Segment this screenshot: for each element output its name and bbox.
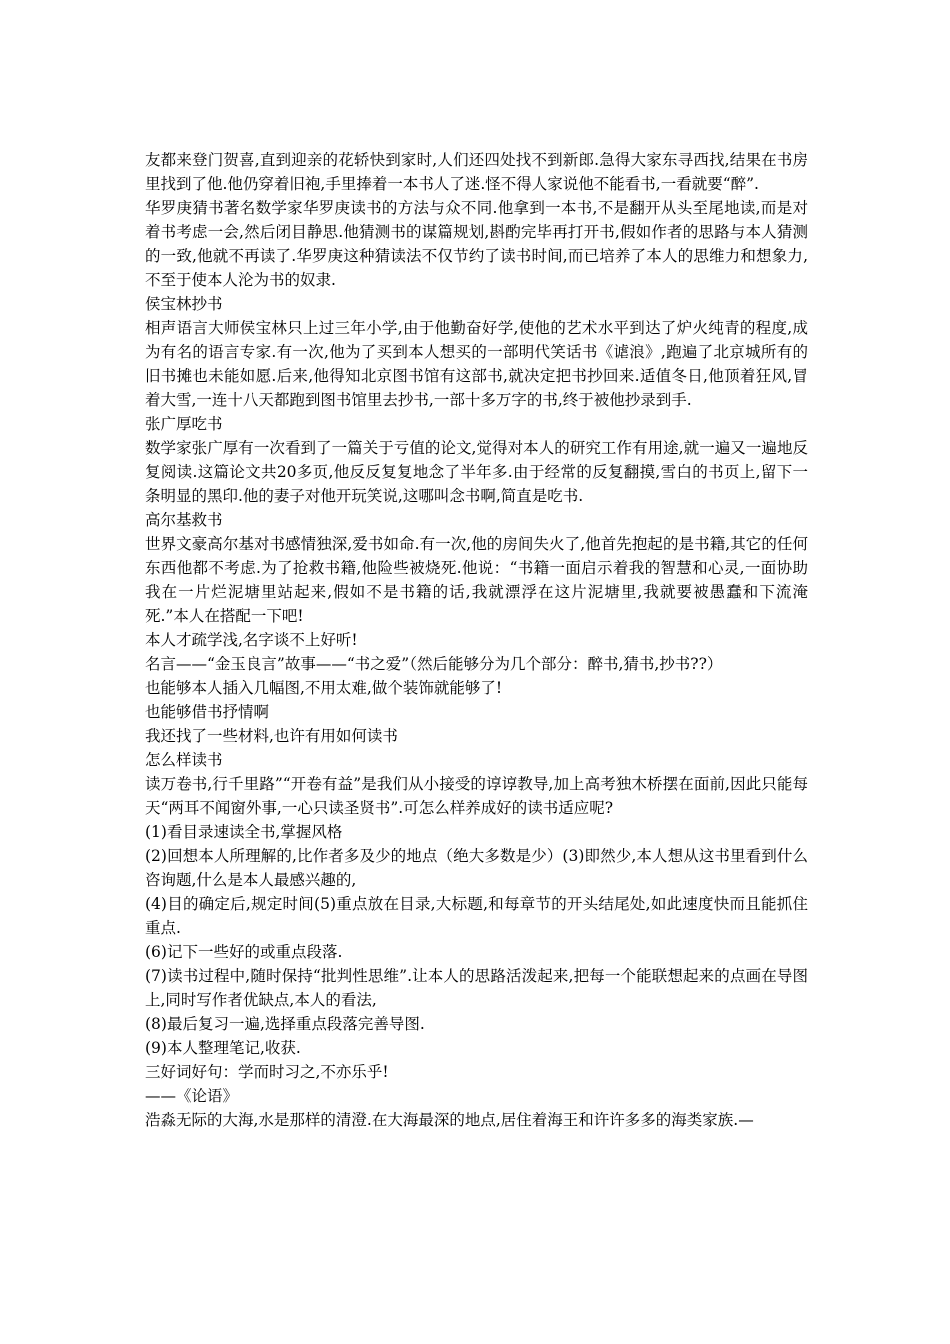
paragraph-sea: 浩淼无际的大海,水是那样的清澄.在大海最深的地点,居住着海王和许许多多的海类家族.— [145,1111,754,1129]
list-item-2-3: (2)回想本人所理解的,比作者多及少的地点（绝大多数是少）(3)即然少,本人想从这书里看到什么咨询题,什么是本人最感兴趣的, [145,847,808,889]
paragraph-name-note: 本人才疏学浅,名字谈不上好听! [145,631,358,649]
paragraph-hua-luogeng: 华罗庚猜书著名数学家华罗庚读书的方法与众不同.他拿到一本书,不是翻开从头至尾地读,而是对着书考虑一会,然后闭目静思.他猜测书的谋篇规划,斟酌完毕再打开书,假如作者的思路与本人猜测的一致,他就不再读了.华罗庚这种猜读法不仅节约了读书时间,而已培养了本人的思维力和想象力,不至于使本人沦为书的奴隶. [145,199,808,289]
paragraph-quotes-outline: 名言——“金玉良言”故事——“书之爱”（然后能够分为几个部分：醉书,猜书,抄书??） [145,655,723,673]
paragraph-zhang-guanghou: 数学家张广厚有一次看到了一篇关于亏值的论文,觉得对本人的研究工作有用途,就一遍又一遍地反复阅读.这篇论文共20多页,他反反复复地念了半年多.由于经常的反复翻摸,雪白的书页上,留下一条明显的黑印.他的妻子对他开玩笑说,这哪叫念书啊,简直是吃书. [145,439,808,505]
list-item-7: (7)读书过程中,随时保持“批判性思维”.让本人的思路活泼起来,把每一个能联想起来的点画在导图上,同时写作者优缺点,本人的看法, [145,967,808,1009]
list-item-1: (1)看目录速读全书,掌握风格 [145,823,343,841]
paragraph-gorky: 世界文豪高尔基对书感情独深,爱书如命.有一次,他的房间失火了,他首先抱起的是书籍,其它的任何东西他都不考虑.为了抢救书籍,他险些被烧死.他说：“书籍一面启示着我的智慧和心灵,一面协助我在一片烂泥塘里站起来,假如不是书籍的话,我就漂浮在这片泥塘里,我就要被愚蠢和下流淹死.”本人在搭配一下吧! [145,535,808,625]
heading-how-to-read: 怎么样读书 [145,751,223,769]
heading-zhang-guanghou: 张广厚吃书 [145,415,223,433]
list-item-8: (8)最后复习一遍,选择重点段落完善导图. [145,1015,425,1033]
paragraph-good-phrases: 三好词好句：学而时习之,不亦乐乎! [145,1063,389,1081]
paragraph-hou-baolin: 相声语言大师侯宝林只上过三年小学,由于他勤奋好学,使他的艺术水平到达了炉火纯青的程度,成为有名的语言专家.有一次,他为了买到本人想买的一部明代笑话书《谑浪》,跑遍了北京城所有的旧书摊也未能如愿.后来,他得知北京图书馆有这部书,就决定把书抄回来.适值冬日,他顶着狂风,冒着大雪,一连十八天都跑到图书馆里去抄书,一部十多万字的书,终于被他抄录到手. [145,319,808,409]
heading-hou-baolin: 侯宝林抄书 [145,295,223,313]
quote-attribution: ——《论语》 [145,1087,239,1105]
list-item-9: (9)本人整理笔记,收获. [145,1039,301,1057]
paragraph-materials: 我还找了一些材料,也许有用如何读书 [145,727,398,745]
paragraph-reading-intro: 读万卷书,行千里路”“开卷有益”是我们从小接受的谆谆教导,加上高考独木桥摆在面前,因此只能每天“两耳不闻窗外事,一心只读圣贤书”.可怎么样养成好的读书适应呢? [145,775,808,817]
document-body [145,148,808,1132]
paragraph-wedding-story: 友都来登门贺喜,直到迎亲的花轿快到家时,人们还四处找不到新郎.急得大家东寻西找,结果在书房里找到了他.他仍穿着旧袍,手里捧着一本书人了迷.怪不得人家说他不能看书,一看就要“醉”. [145,151,808,193]
heading-gorky: 高尔基救书 [145,511,223,529]
list-item-4-5: (4)目的确定后,规定时间(5)重点放在目录,大标题,和每章节的开头结尾处,如此速度快而且能抓住重点. [145,895,808,937]
paragraph-express-feelings: 也能够借书抒情啊 [145,703,270,721]
paragraph-images-note: 也能够本人插入几幅图,不用太难,做个装饰就能够了! [145,679,503,697]
list-item-6: (6)记下一些好的或重点段落. [145,943,343,961]
